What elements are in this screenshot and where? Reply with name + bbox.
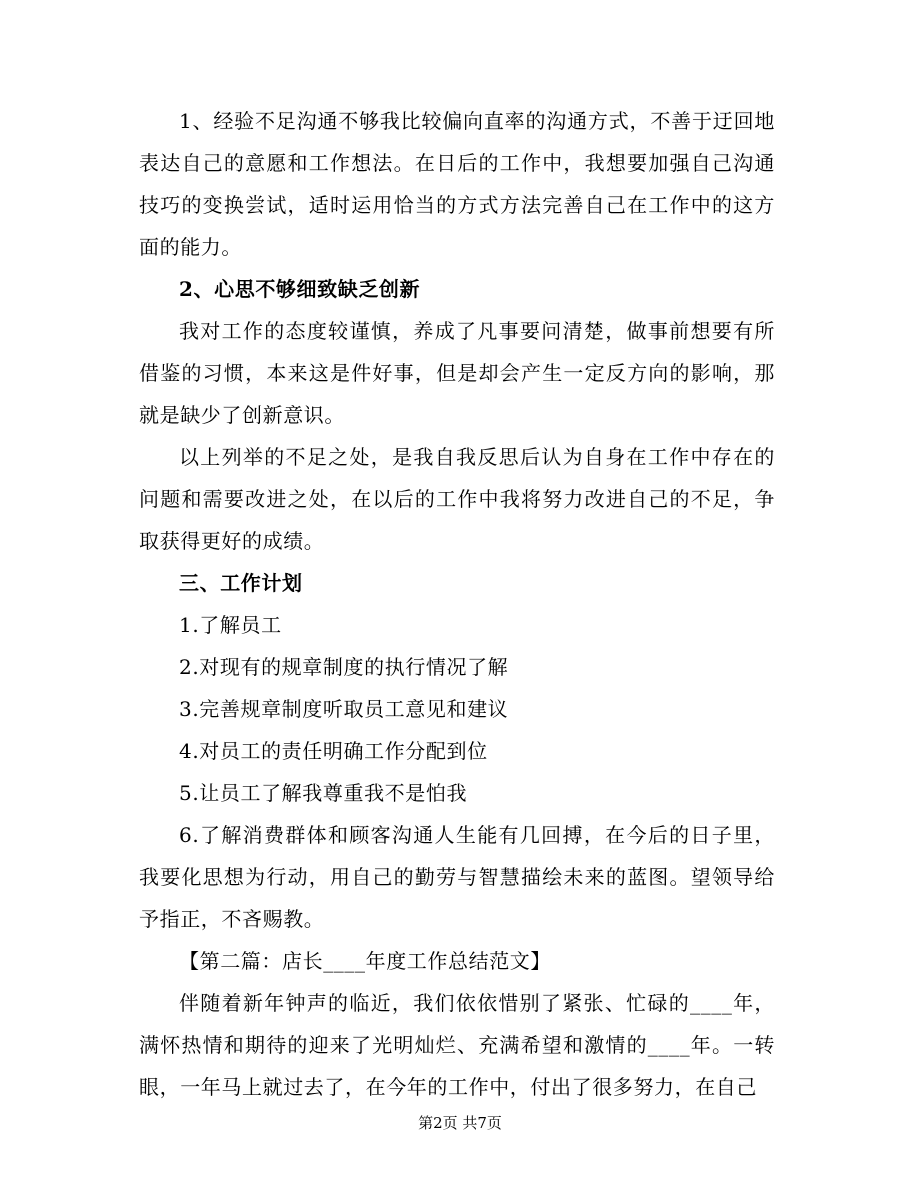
paragraph-new-year: 伴随着新年钟声的临近，我们依依惜别了紧张、忙碌的____年，满怀热情和期待的迎来了光明灿烂、充满希望和激情的____年。一转眼，一年马上就过去了，在今年的工作中，付出了很多努力，在自己 <box>139 991 775 1099</box>
page-number: 第2页 共7页 <box>418 1114 502 1132</box>
document-body <box>139 100 775 1108</box>
paragraph-communication: 1、经验不足沟通不够我比较偏向直率的沟通方式，不善于迂回地表达自己的意愿和工作想法。在日后的工作中，我想要加强自己沟通技巧的变换尝试，适时运用恰当的方式方法完善自己在工作中的这方面的能力。 <box>139 109 775 259</box>
paragraph-cautious-attitude: 我对工作的态度较谨慎，养成了凡事要问清楚，做事前想要有所借鉴的习惯，本来这是件好事，但是却会产生一定反方向的影响，那就是缺少了创新意识。 <box>139 319 775 427</box>
plan-item: 4.对员工的责任明确工作分配到位 <box>179 739 488 763</box>
plan-item: 1.了解员工 <box>179 613 282 637</box>
heading-work-plan: 三、工作计划 <box>179 571 303 595</box>
plan-item: 2.对现有的规章制度的执行情况了解 <box>179 655 509 679</box>
heading-lack-innovation: 2、心思不够细致缺乏创新 <box>179 277 421 301</box>
section-title: 【第二篇：店长____年度工作总结范文】 <box>179 949 551 973</box>
paragraph-plan-item-6: 6.了解消费群体和顾客沟通人生能有几回搏，在今后的日子里，我要化思想为行动，用自己的勤劳与智慧描绘未来的蓝图。望领导给予指正，不吝赐教。 <box>139 823 775 931</box>
paragraph-reflection: 以上列举的不足之处，是我自我反思后认为自身在工作中存在的问题和需要改进之处，在以后的工作中我将努力改进自己的不足，争取获得更好的成绩。 <box>139 445 775 553</box>
plan-item: 3.完善规章制度听取员工意见和建议 <box>179 697 509 721</box>
plan-item: 5.让员工了解我尊重我不是怕我 <box>179 781 468 805</box>
